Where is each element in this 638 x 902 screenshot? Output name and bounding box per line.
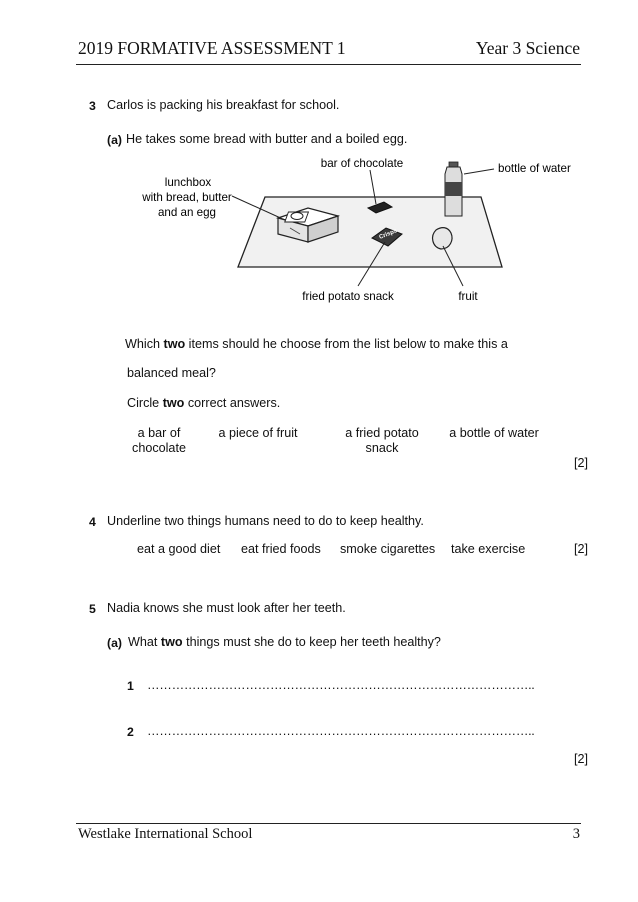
q5-answer-1-number: 1 [127,679,134,693]
header-subject: Year 3 Science [475,38,580,58]
q5-number: 5 [89,602,96,616]
label-lunchbox-2: with bread, butter [142,191,232,204]
q4-option-exercise[interactable]: take exercise [451,542,526,556]
q4-option-fried-foods[interactable]: eat fried foods [241,542,321,556]
q3-option-fried-potato[interactable]: a fried potato snack [345,426,419,455]
q5a-label: (a) [107,636,123,650]
q3-option-chocolate[interactable]: a bar of chocolate [132,426,186,455]
q4-option-diet[interactable]: eat a good diet [137,542,221,556]
q3-circle-instruction: Circle two correct answers. [127,396,281,410]
q3-stem: Carlos is packing his breakfast for school. [107,98,340,112]
label-snack: fried potato snack [302,290,394,303]
page-number: 3 [572,826,580,842]
label-water: bottle of water [498,162,571,175]
q4-marks: [2] [573,542,588,556]
q3-marks: [2] [573,456,588,470]
q3a-text: He takes some bread with butter and a boiled egg. [126,132,408,146]
water-bottle-image [445,162,462,216]
crisps-packet-text: Crisps [378,228,399,241]
label-lunchbox-1: lunchbox [164,176,212,189]
header-title: 2019 FORMATIVE ASSESSMENT 1 [78,38,346,58]
water-leader [464,169,494,174]
q5-answer-2-line[interactable]: ………………………………………………………………………………….. [147,724,535,738]
q4-option-smoke[interactable]: smoke cigarettes [340,542,436,556]
label-lunchbox-3: and an egg [157,206,217,219]
q3-option-water[interactable]: a bottle of water [449,426,539,440]
q5-answer-1-line[interactable]: ………………………………………………………………………………….. [147,678,535,692]
header-rule [76,64,581,65]
footer-school: Westlake International School [78,826,253,842]
q5a-text: What two things must she do to keep her teeth healthy? [128,635,441,649]
q4-text: Underline two things humans need to do to keep healthy. [107,514,424,528]
q5-answer-2-number: 2 [127,725,134,739]
q5-stem: Nadia knows she must look after her teeth. [107,601,346,615]
label-fruit: fruit [458,290,478,303]
q3-prompt-line1: Which two items should he choose from the list below to make this a [125,337,508,351]
q3-option-fruit[interactable]: a piece of fruit [218,426,298,440]
breakfast-diagram [130,150,590,310]
q3-number: 3 [89,99,96,113]
q4-number: 4 [89,515,96,529]
q3-prompt-line2: balanced meal? [127,366,216,380]
footer-rule [76,823,581,824]
label-chocolate: bar of chocolate [320,157,404,170]
fruit-image [433,228,452,249]
q3a-label: (a) [107,133,123,147]
q5-marks: [2] [573,752,588,766]
